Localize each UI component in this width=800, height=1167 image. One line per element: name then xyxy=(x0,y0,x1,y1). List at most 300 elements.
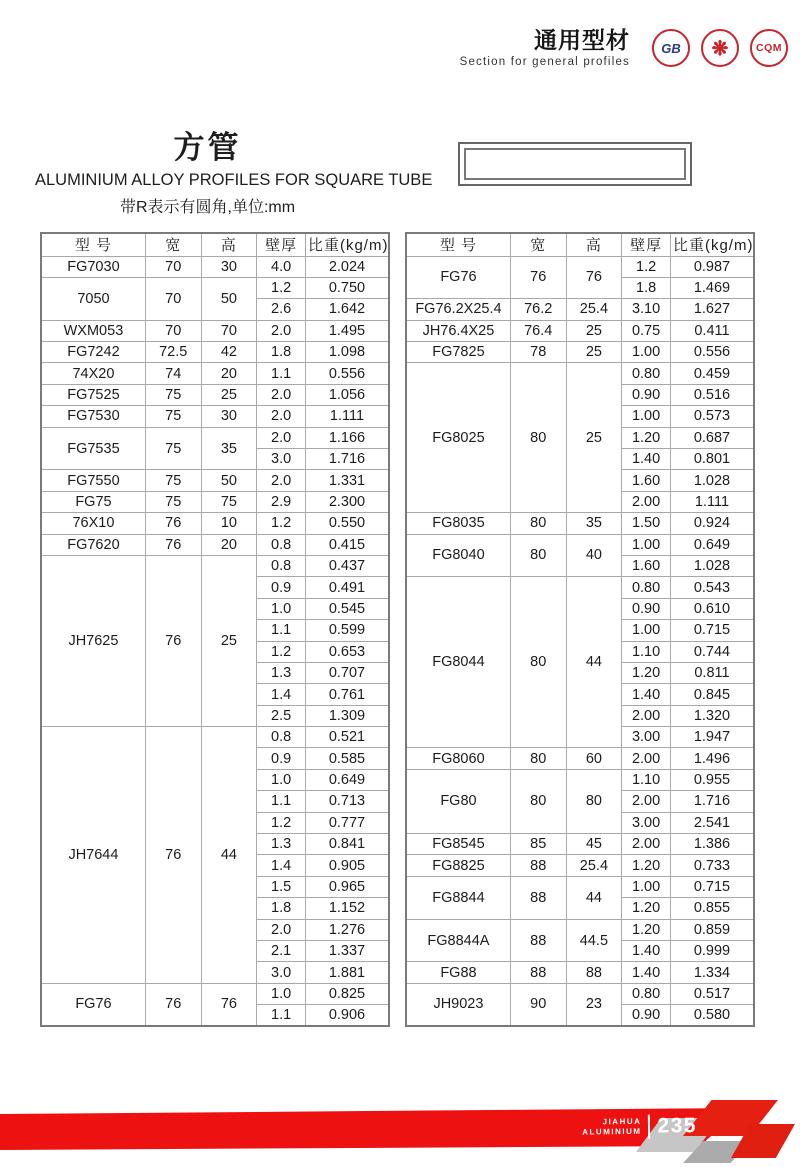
thickness-cell: 2.0 xyxy=(257,406,306,427)
column-header: 比重(kg/m) xyxy=(670,233,754,256)
weight-cell: 0.491 xyxy=(305,577,389,598)
model-cell: FG7550 xyxy=(41,470,145,491)
model-cell: FG8040 xyxy=(406,534,510,577)
thickness-cell: 1.00 xyxy=(622,876,671,897)
thickness-cell: 1.00 xyxy=(622,342,671,363)
weight-cell: 1.166 xyxy=(305,427,389,448)
thickness-cell: 0.9 xyxy=(257,577,306,598)
thickness-cell: 0.8 xyxy=(257,555,306,576)
model-cell: FG8025 xyxy=(406,363,510,513)
height-cell: 50 xyxy=(201,277,257,320)
model-cell: FG75 xyxy=(41,491,145,512)
thickness-cell: 3.0 xyxy=(257,449,306,470)
footer-text xyxy=(555,1111,697,1143)
table-row xyxy=(41,256,389,277)
table-row xyxy=(41,983,389,1004)
weight-cell: 0.955 xyxy=(670,769,754,790)
height-cell: 35 xyxy=(566,513,622,534)
height-cell: 25.4 xyxy=(566,855,622,876)
column-header: 型 号 xyxy=(406,233,510,256)
height-cell: 30 xyxy=(201,256,257,277)
thickness-cell: 2.1 xyxy=(257,941,306,962)
weight-cell: 0.715 xyxy=(670,620,754,641)
weight-cell: 0.733 xyxy=(670,855,754,876)
thickness-cell: 1.4 xyxy=(257,684,306,705)
column-header: 宽 xyxy=(510,233,566,256)
model-cell: FG7525 xyxy=(41,384,145,405)
cqm-logo-label: CQM xyxy=(756,42,782,54)
model-cell: FG8844A xyxy=(406,919,510,962)
height-cell: 23 xyxy=(566,983,622,1026)
height-cell: 88 xyxy=(566,962,622,983)
model-cell: FG7620 xyxy=(41,534,145,555)
weight-cell: 1.386 xyxy=(670,834,754,855)
height-cell: 44 xyxy=(566,577,622,748)
thickness-cell: 2.00 xyxy=(622,791,671,812)
weight-cell: 0.825 xyxy=(305,983,389,1004)
thickness-cell: 1.1 xyxy=(257,1005,306,1026)
model-cell: FG8060 xyxy=(406,748,510,769)
thickness-cell: 4.0 xyxy=(257,256,306,277)
weight-cell: 1.881 xyxy=(305,962,389,983)
table-row xyxy=(406,855,754,876)
width-cell: 78 xyxy=(510,342,566,363)
unit-note: 带R表示有圆角,单位:mm xyxy=(119,199,296,216)
tube-inner-wall xyxy=(464,148,686,180)
table-row xyxy=(406,577,754,598)
width-cell: 80 xyxy=(510,748,566,769)
table-row xyxy=(406,919,754,940)
height-cell: 25 xyxy=(201,555,257,726)
thickness-cell: 2.00 xyxy=(622,491,671,512)
thickness-cell: 1.40 xyxy=(622,449,671,470)
header-row xyxy=(41,233,389,256)
table-row xyxy=(41,513,389,534)
model-cell: FG76.2X25.4 xyxy=(406,299,510,320)
height-cell: 25 xyxy=(566,320,622,341)
model-cell: 76X10 xyxy=(41,513,145,534)
weight-cell: 1.111 xyxy=(305,406,389,427)
width-cell: 80 xyxy=(510,363,566,513)
thickness-cell: 1.50 xyxy=(622,513,671,534)
thickness-cell: 0.75 xyxy=(622,320,671,341)
table-row xyxy=(41,384,389,405)
thickness-cell: 2.9 xyxy=(257,491,306,512)
weight-cell: 1.496 xyxy=(670,748,754,769)
weight-cell: 0.713 xyxy=(305,791,389,812)
weight-cell: 0.610 xyxy=(670,598,754,619)
quality-certification-logo-icon xyxy=(701,29,739,67)
thickness-cell: 1.3 xyxy=(257,662,306,683)
footer-text-divider xyxy=(648,1115,650,1139)
weight-cell: 0.761 xyxy=(305,684,389,705)
table-row xyxy=(406,983,754,1004)
thickness-cell: 1.00 xyxy=(622,406,671,427)
model-cell: WXM053 xyxy=(41,320,145,341)
width-cell: 70 xyxy=(145,256,201,277)
section-subtitle-en: Section for general profiles xyxy=(459,55,630,68)
thickness-cell: 1.8 xyxy=(622,277,671,298)
table-row xyxy=(406,769,754,790)
thickness-cell: 0.80 xyxy=(622,363,671,384)
height-cell: 60 xyxy=(566,748,622,769)
weight-cell: 0.521 xyxy=(305,727,389,748)
height-cell: 10 xyxy=(201,513,257,534)
thickness-cell: 2.00 xyxy=(622,834,671,855)
thickness-cell: 1.00 xyxy=(622,620,671,641)
weight-cell: 0.437 xyxy=(305,555,389,576)
width-cell: 75 xyxy=(145,491,201,512)
table-row xyxy=(41,727,389,748)
column-header: 高 xyxy=(201,233,257,256)
width-cell: 70 xyxy=(145,277,201,320)
width-cell: 85 xyxy=(510,834,566,855)
weight-cell: 1.642 xyxy=(305,299,389,320)
height-cell: 25 xyxy=(201,384,257,405)
thickness-cell: 1.40 xyxy=(622,962,671,983)
width-cell: 75 xyxy=(145,384,201,405)
weight-cell: 1.028 xyxy=(670,555,754,576)
width-cell: 80 xyxy=(510,769,566,833)
model-cell: JH7644 xyxy=(41,727,145,984)
model-cell: 74X20 xyxy=(41,363,145,384)
height-cell: 44 xyxy=(201,727,257,984)
thickness-cell: 1.3 xyxy=(257,834,306,855)
column-header: 壁厚 xyxy=(622,233,671,256)
thickness-cell: 1.2 xyxy=(622,256,671,277)
width-cell: 76 xyxy=(510,256,566,299)
weight-cell: 2.300 xyxy=(305,491,389,512)
thickness-cell: 2.0 xyxy=(257,919,306,940)
spec-table xyxy=(405,232,755,1027)
weight-cell: 1.152 xyxy=(305,898,389,919)
column-header: 壁厚 xyxy=(257,233,306,256)
height-cell: 76 xyxy=(566,256,622,299)
thickness-cell: 0.9 xyxy=(257,748,306,769)
weight-cell: 0.987 xyxy=(670,256,754,277)
weight-cell: 0.550 xyxy=(305,513,389,534)
weight-cell: 1.309 xyxy=(305,705,389,726)
thickness-cell: 0.80 xyxy=(622,983,671,1004)
width-cell: 90 xyxy=(510,983,566,1026)
weight-cell: 1.334 xyxy=(670,962,754,983)
width-cell: 76 xyxy=(145,513,201,534)
star-logo-glyph: ❋ xyxy=(711,37,729,60)
width-cell: 76 xyxy=(145,983,201,1026)
model-cell: FG8545 xyxy=(406,834,510,855)
thickness-cell: 1.40 xyxy=(622,684,671,705)
table-row xyxy=(406,320,754,341)
weight-cell: 0.415 xyxy=(305,534,389,555)
weight-cell: 1.056 xyxy=(305,384,389,405)
weight-cell: 1.098 xyxy=(305,342,389,363)
thickness-cell: 1.2 xyxy=(257,641,306,662)
thickness-cell: 0.8 xyxy=(257,534,306,555)
weight-cell: 1.627 xyxy=(670,299,754,320)
weight-cell: 1.947 xyxy=(670,727,754,748)
table-row xyxy=(41,363,389,384)
weight-cell: 0.653 xyxy=(305,641,389,662)
model-cell: FG88 xyxy=(406,962,510,983)
thickness-cell: 1.20 xyxy=(622,662,671,683)
thickness-cell: 0.90 xyxy=(622,384,671,405)
gb-logo-label: GB xyxy=(661,40,681,56)
weight-cell: 0.924 xyxy=(670,513,754,534)
weight-cell: 0.801 xyxy=(670,449,754,470)
model-cell: FG7030 xyxy=(41,256,145,277)
thickness-cell: 1.00 xyxy=(622,534,671,555)
thickness-cell: 1.2 xyxy=(257,513,306,534)
weight-cell: 1.028 xyxy=(670,470,754,491)
thickness-cell: 2.00 xyxy=(622,748,671,769)
weight-cell: 1.331 xyxy=(305,470,389,491)
thickness-cell: 1.20 xyxy=(622,855,671,876)
weight-cell: 0.906 xyxy=(305,1005,389,1026)
width-cell: 88 xyxy=(510,855,566,876)
width-cell: 75 xyxy=(145,406,201,427)
weight-cell: 0.556 xyxy=(305,363,389,384)
weight-cell: 1.716 xyxy=(670,791,754,812)
table-row xyxy=(41,470,389,491)
thickness-cell: 1.10 xyxy=(622,641,671,662)
thickness-cell: 1.4 xyxy=(257,855,306,876)
width-cell: 75 xyxy=(145,470,201,491)
weight-cell: 0.580 xyxy=(670,1005,754,1026)
thickness-cell: 2.6 xyxy=(257,299,306,320)
table-row xyxy=(41,534,389,555)
weight-cell: 0.517 xyxy=(670,983,754,1004)
width-cell: 76 xyxy=(145,534,201,555)
weight-cell: 1.276 xyxy=(305,919,389,940)
weight-cell: 0.859 xyxy=(670,919,754,940)
weight-cell: 1.111 xyxy=(670,491,754,512)
width-cell: 76 xyxy=(145,727,201,984)
width-cell: 88 xyxy=(510,919,566,962)
thickness-cell: 1.1 xyxy=(257,620,306,641)
model-cell: FG80 xyxy=(406,769,510,833)
page-title-en: ALUMINIUM ALLOY PROFILES FOR SQUARE TUBE xyxy=(35,171,433,189)
height-cell: 70 xyxy=(201,320,257,341)
table-row xyxy=(41,427,389,448)
weight-cell: 0.855 xyxy=(670,898,754,919)
table-row xyxy=(41,491,389,512)
model-cell: FG76 xyxy=(406,256,510,299)
weight-cell: 0.545 xyxy=(305,598,389,619)
brand-line1: JIAHUA xyxy=(602,1116,642,1126)
weight-cell: 0.649 xyxy=(305,769,389,790)
height-cell: 30 xyxy=(201,406,257,427)
table-row xyxy=(406,342,754,363)
column-header: 宽 xyxy=(145,233,201,256)
thickness-cell: 1.10 xyxy=(622,769,671,790)
model-cell: FG8844 xyxy=(406,876,510,919)
weight-cell: 1.320 xyxy=(670,705,754,726)
brand-name xyxy=(582,1116,642,1138)
weight-cell: 0.811 xyxy=(670,662,754,683)
thickness-cell: 2.5 xyxy=(257,705,306,726)
model-cell: FG76 xyxy=(41,983,145,1026)
brand-line2: ALUMINIUM xyxy=(582,1126,642,1137)
thickness-cell: 1.0 xyxy=(257,598,306,619)
width-cell: 70 xyxy=(145,320,201,341)
weight-cell: 0.744 xyxy=(670,641,754,662)
thickness-cell: 1.2 xyxy=(257,812,306,833)
spec-table xyxy=(40,232,390,1027)
weight-cell: 0.905 xyxy=(305,855,389,876)
height-cell: 44 xyxy=(566,876,622,919)
weight-cell: 0.750 xyxy=(305,277,389,298)
thickness-cell: 0.90 xyxy=(622,598,671,619)
header-row xyxy=(406,233,754,256)
weight-cell: 0.411 xyxy=(670,320,754,341)
table-row xyxy=(406,363,754,384)
weight-cell: 2.541 xyxy=(670,812,754,833)
table-row xyxy=(406,834,754,855)
model-cell: JH76.4X25 xyxy=(406,320,510,341)
table-row xyxy=(406,534,754,555)
thickness-cell: 1.20 xyxy=(622,898,671,919)
table-row xyxy=(406,748,754,769)
column-header: 比重(kg/m) xyxy=(305,233,389,256)
page-number: 235 xyxy=(657,1114,698,1138)
weight-cell: 0.556 xyxy=(670,342,754,363)
height-cell: 45 xyxy=(566,834,622,855)
thickness-cell: 0.80 xyxy=(622,577,671,598)
width-cell: 88 xyxy=(510,962,566,983)
thickness-cell: 3.00 xyxy=(622,727,671,748)
model-cell: JH9023 xyxy=(406,983,510,1026)
width-cell: 75 xyxy=(145,427,201,470)
section-title-cn: 通用型材 xyxy=(534,27,630,54)
model-cell: FG7535 xyxy=(41,427,145,470)
height-cell: 76 xyxy=(201,983,257,1026)
model-cell: JH7625 xyxy=(41,555,145,726)
weight-cell: 0.687 xyxy=(670,427,754,448)
table-row xyxy=(406,513,754,534)
thickness-cell: 2.0 xyxy=(257,470,306,491)
thickness-cell: 1.20 xyxy=(622,427,671,448)
width-cell: 74 xyxy=(145,363,201,384)
weight-cell: 0.707 xyxy=(305,662,389,683)
thickness-cell: 1.8 xyxy=(257,342,306,363)
thickness-cell: 3.0 xyxy=(257,962,306,983)
weight-cell: 0.516 xyxy=(670,384,754,405)
column-header: 型 号 xyxy=(41,233,145,256)
thickness-cell: 1.2 xyxy=(257,277,306,298)
weight-cell: 0.999 xyxy=(670,941,754,962)
table-row xyxy=(406,962,754,983)
thickness-cell: 0.90 xyxy=(622,1005,671,1026)
table-row xyxy=(406,256,754,277)
table-row xyxy=(41,555,389,576)
thickness-cell: 1.1 xyxy=(257,791,306,812)
weight-cell: 0.715 xyxy=(670,876,754,897)
gb-certification-logo-icon xyxy=(652,29,690,67)
height-cell: 80 xyxy=(566,769,622,833)
thickness-cell: 1.60 xyxy=(622,470,671,491)
weight-cell: 0.585 xyxy=(305,748,389,769)
width-cell: 80 xyxy=(510,577,566,748)
spec-table-right xyxy=(405,232,755,1027)
height-cell: 42 xyxy=(201,342,257,363)
model-cell: FG8825 xyxy=(406,855,510,876)
width-cell: 88 xyxy=(510,876,566,919)
height-cell: 35 xyxy=(201,427,257,470)
model-cell: FG7825 xyxy=(406,342,510,363)
weight-cell: 1.469 xyxy=(670,277,754,298)
model-cell: FG7530 xyxy=(41,406,145,427)
model-cell: 7050 xyxy=(41,277,145,320)
weight-cell: 0.841 xyxy=(305,834,389,855)
weight-cell: 0.573 xyxy=(670,406,754,427)
table-row xyxy=(41,277,389,298)
weight-cell: 0.649 xyxy=(670,534,754,555)
height-cell: 25.4 xyxy=(566,299,622,320)
height-cell: 25 xyxy=(566,342,622,363)
column-header: 高 xyxy=(566,233,622,256)
weight-cell: 0.459 xyxy=(670,363,754,384)
page-title-cn: 方管 xyxy=(173,130,242,165)
thickness-cell: 1.0 xyxy=(257,769,306,790)
table-row xyxy=(41,406,389,427)
width-cell: 80 xyxy=(510,534,566,577)
thickness-cell: 1.1 xyxy=(257,363,306,384)
weight-cell: 1.495 xyxy=(305,320,389,341)
model-cell: FG7242 xyxy=(41,342,145,363)
thickness-cell: 1.60 xyxy=(622,555,671,576)
thickness-cell: 1.8 xyxy=(257,898,306,919)
page-header xyxy=(459,24,788,72)
square-tube-cross-section-diagram xyxy=(458,142,692,186)
weight-cell: 0.845 xyxy=(670,684,754,705)
height-cell: 20 xyxy=(201,363,257,384)
width-cell: 76.4 xyxy=(510,320,566,341)
width-cell: 80 xyxy=(510,513,566,534)
model-cell: FG8044 xyxy=(406,577,510,748)
thickness-cell: 1.20 xyxy=(622,919,671,940)
weight-cell: 1.337 xyxy=(305,941,389,962)
thickness-cell: 1.0 xyxy=(257,983,306,1004)
thickness-cell: 3.10 xyxy=(622,299,671,320)
weight-cell: 0.599 xyxy=(305,620,389,641)
table-row xyxy=(406,876,754,897)
height-cell: 75 xyxy=(201,491,257,512)
weight-cell: 0.965 xyxy=(305,876,389,897)
thickness-cell: 1.40 xyxy=(622,941,671,962)
thickness-cell: 0.8 xyxy=(257,727,306,748)
weight-cell: 2.024 xyxy=(305,256,389,277)
thickness-cell: 2.0 xyxy=(257,320,306,341)
section-header-text xyxy=(460,28,630,67)
spec-table-left xyxy=(40,232,390,1027)
cqm-certification-logo-icon xyxy=(750,29,788,67)
table-row xyxy=(41,320,389,341)
height-cell: 25 xyxy=(566,363,622,513)
height-cell: 50 xyxy=(201,470,257,491)
title-block xyxy=(35,122,433,217)
thickness-cell: 2.00 xyxy=(622,705,671,726)
table-row xyxy=(406,299,754,320)
model-cell: FG8035 xyxy=(406,513,510,534)
width-cell: 76 xyxy=(145,555,201,726)
height-cell: 40 xyxy=(566,534,622,577)
width-cell: 76.2 xyxy=(510,299,566,320)
thickness-cell: 3.00 xyxy=(622,812,671,833)
thickness-cell: 1.5 xyxy=(257,876,306,897)
weight-cell: 0.777 xyxy=(305,812,389,833)
thickness-cell: 2.0 xyxy=(257,384,306,405)
weight-cell: 1.716 xyxy=(305,449,389,470)
